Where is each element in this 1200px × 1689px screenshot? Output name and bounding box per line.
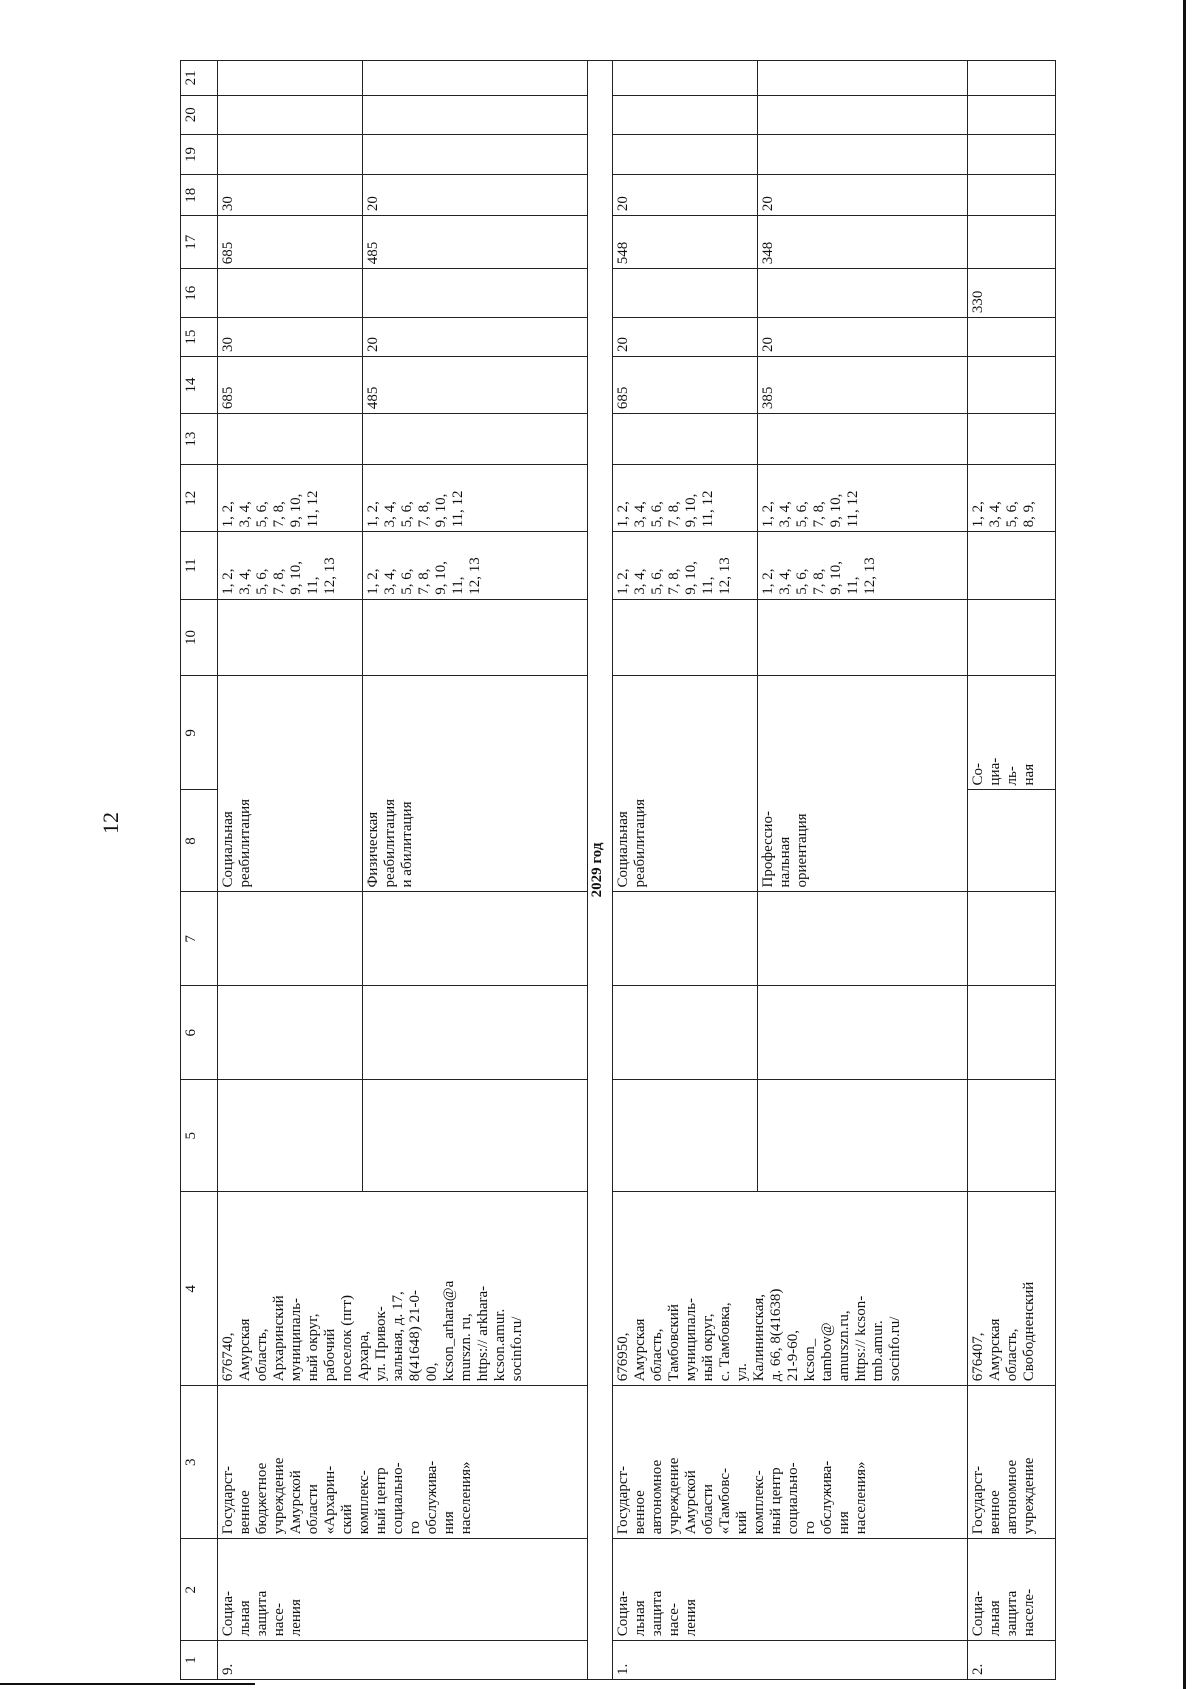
table-cell	[613, 599, 758, 676]
table-landscape	[180, 60, 1120, 1680]
row-number: 9.	[218, 1641, 588, 1680]
sphere-cell: Социа- льная защита насе- ления	[613, 1539, 968, 1641]
table-cell: 1, 2, 3, 4, 5, 6, 7, 8, 9, 10, 11, 12, 13	[363, 532, 588, 599]
table-cell	[758, 95, 968, 134]
table-cell	[968, 599, 1056, 676]
table-cell	[968, 986, 1056, 1080]
table-cell	[758, 599, 968, 676]
year-row	[588, 61, 613, 1680]
row-number: 1.	[613, 1641, 968, 1680]
address-cell: 676407, Амурская область, Свободненский	[968, 1192, 1056, 1386]
col-header: 3	[181, 1386, 218, 1539]
table-cell	[968, 95, 1056, 134]
table-cell	[363, 414, 588, 465]
table-cell	[758, 269, 968, 318]
registry-table	[180, 60, 1056, 1680]
table-cell	[218, 414, 363, 465]
service-type: Социальная реабилитация	[613, 676, 758, 892]
table-cell: 485	[363, 356, 588, 413]
col-header: 2	[181, 1539, 218, 1641]
table-cell	[613, 892, 758, 986]
table-cell: 1, 2, 3, 4, 5, 6, 7, 8, 9, 10, 11, 12	[613, 465, 758, 532]
organization-name: Государст- венное автономное учреждение	[968, 1386, 1056, 1539]
col-header: 4	[181, 1192, 218, 1386]
col-header: 15	[181, 318, 218, 357]
table-cell: 1, 2, 3, 4, 5, 6, 7, 8, 9, 10, 11, 12	[363, 465, 588, 532]
table-cell	[968, 216, 1056, 269]
table-row	[968, 61, 1056, 1680]
col-header: 13	[181, 414, 218, 465]
service-type: Социальная реабилитация	[218, 676, 363, 892]
table-row	[613, 61, 758, 1680]
table-cell	[968, 61, 1056, 96]
table-cell	[968, 1080, 1056, 1192]
table-row	[218, 61, 363, 1680]
table-cell: 385	[758, 356, 968, 413]
table-cell	[968, 175, 1056, 216]
table-cell	[758, 414, 968, 465]
table-cell	[758, 892, 968, 986]
table-cell: 685	[218, 356, 363, 413]
table-cell: 30	[218, 318, 363, 357]
address-cell: 676950, Амурская область, Тамбовский муниципаль- ный округ, с. Тамбовка, ул. Калининская, д. 66, 8(41638) 21-9-60, kcson_ tambov@ amurszn.ru, https:// kcson- tmb.amur. socinfo.ru/	[613, 1192, 968, 1386]
col-header: 16	[181, 269, 218, 318]
table-cell	[968, 356, 1056, 413]
table-cell	[968, 134, 1056, 175]
table-cell: 348	[758, 216, 968, 269]
col-header: 7	[181, 892, 218, 986]
table-cell	[968, 892, 1056, 986]
table-cell: 20	[363, 175, 588, 216]
rotated-table-container	[180, 60, 1120, 1680]
table-cell: 30	[218, 175, 363, 216]
col-header: 10	[181, 599, 218, 676]
page-number: 12	[98, 812, 123, 834]
table-cell	[968, 532, 1056, 599]
table-cell	[218, 134, 363, 175]
sphere-cell: Социа- льная защита насе- ления	[218, 1539, 588, 1641]
table-cell	[363, 61, 588, 96]
table-cell: 1, 2, 3, 4, 5, 6, 7, 8, 9, 10, 11, 12	[758, 465, 968, 532]
table-cell	[363, 269, 588, 318]
col-header: 9	[181, 676, 218, 790]
table-cell	[218, 986, 363, 1080]
col-header: 12	[181, 465, 218, 532]
table-cell	[363, 986, 588, 1080]
col-header: 20	[181, 95, 218, 134]
table-cell: 685	[613, 356, 758, 413]
col-header: 8	[181, 790, 218, 892]
table-cell	[758, 986, 968, 1080]
service-type: Физическая реабилитация и абилитация	[363, 676, 588, 892]
row-number: 2.	[968, 1641, 1056, 1680]
scan-bottom-line	[0, 1683, 255, 1685]
table-cell	[363, 134, 588, 175]
table-cell: 1, 2, 3, 4, 5, 6, 7, 8, 9, 10, 11, 12, 13	[758, 532, 968, 599]
col-header: 17	[181, 216, 218, 269]
table-cell	[613, 986, 758, 1080]
table-cell	[613, 1080, 758, 1192]
table-cell	[613, 134, 758, 175]
table-cell	[363, 1080, 588, 1192]
address-cell: 676740, Амурская область, Архаринский муниципаль- ный округ, рабочий поселок (пгт) Архара, ул. Привок- зальная, д. 17, 8(41648) 21-0- 00, kcson_arhara@a murszn. ru, https:// arkhara- kcson.amur. socinfo.ru/	[218, 1192, 588, 1386]
table-cell: 20	[758, 318, 968, 357]
sphere-cell: Социа- льная защита населе-	[968, 1539, 1056, 1641]
table-cell	[363, 95, 588, 134]
table-cell	[613, 414, 758, 465]
table-cell: 1, 2, 3, 4, 5, 6, 8, 9,	[968, 465, 1056, 532]
col-header: 11	[181, 532, 218, 599]
table-cell	[758, 1080, 968, 1192]
table-cell: 330	[968, 269, 1056, 318]
table-cell	[968, 414, 1056, 465]
table-cell	[218, 892, 363, 986]
table-cell	[968, 318, 1056, 357]
table-cell: 1, 2, 3, 4, 5, 6, 7, 8, 9, 10, 11, 12, 13	[218, 532, 363, 599]
table-cell	[218, 61, 363, 96]
table-cell: 20	[613, 318, 758, 357]
header-row	[181, 61, 218, 1680]
table-cell: 685	[218, 216, 363, 269]
table-cell: 20	[613, 175, 758, 216]
table-cell	[363, 892, 588, 986]
table-cell	[363, 599, 588, 676]
table-cell	[218, 599, 363, 676]
table-cell: 20	[758, 175, 968, 216]
table-cell: 1, 2, 3, 4, 5, 6, 7, 8, 9, 10, 11, 12, 13	[613, 532, 758, 599]
col-header: 1	[181, 1641, 218, 1680]
col-header: 19	[181, 134, 218, 175]
table-cell	[613, 269, 758, 318]
table-cell	[613, 61, 758, 96]
col-header: 18	[181, 175, 218, 216]
year-label: 2029 год	[588, 61, 613, 1680]
table-cell	[968, 790, 1056, 892]
scan-edge-line	[1183, 0, 1186, 1689]
service-type: Со- циа- ль- ная	[968, 676, 1056, 790]
table-cell: 485	[363, 216, 588, 269]
service-type: Профессио- нальная ориентация	[758, 676, 968, 892]
col-header: 6	[181, 986, 218, 1080]
table-cell: 1, 2, 3, 4, 5, 6, 7, 8, 9, 10, 11, 12	[218, 465, 363, 532]
table-cell	[218, 1080, 363, 1192]
organization-name: Государст- венное бюджетное учреждение Амурской области «Архарин- ский комплекс- ный центр социально- го обслужива- ния населения»	[218, 1386, 588, 1539]
col-header: 21	[181, 61, 218, 96]
table-cell	[218, 95, 363, 134]
table-cell	[758, 134, 968, 175]
table-cell	[758, 61, 968, 96]
table-cell: 548	[613, 216, 758, 269]
col-header: 5	[181, 1080, 218, 1192]
table-cell: 20	[363, 318, 588, 357]
organization-name: Государст- венное автономное учреждение Амурской области «Тамбовс- кий комплекс- ный центр социально- го обслужива- ния населения»	[613, 1386, 968, 1539]
table-cell	[613, 95, 758, 134]
col-header: 14	[181, 356, 218, 413]
table-cell	[218, 269, 363, 318]
